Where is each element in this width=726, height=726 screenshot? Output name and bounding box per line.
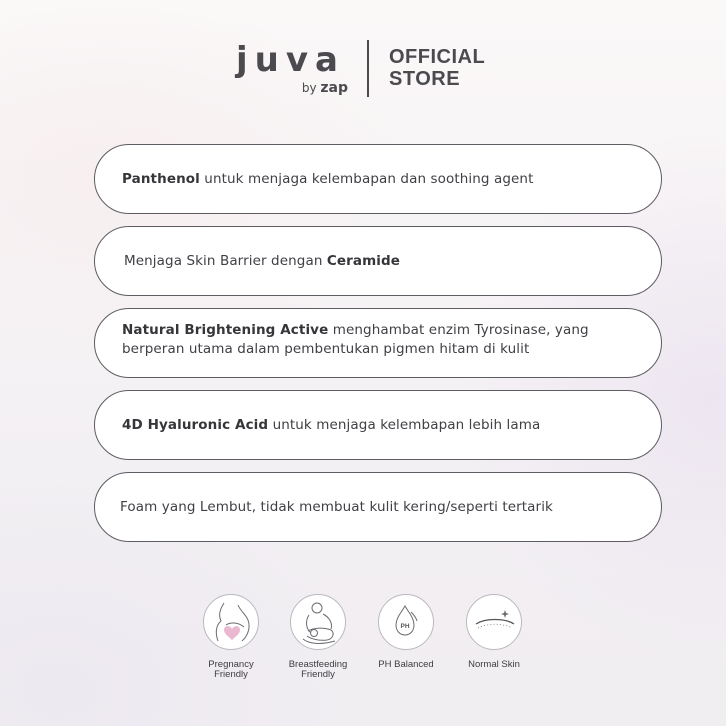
badge-circle	[290, 594, 346, 650]
feature-text	[122, 321, 621, 359]
badge-circle	[203, 594, 259, 650]
feature-highlight: Natural Brightening Active	[122, 322, 329, 338]
official-store-line2: STORE	[389, 68, 461, 90]
badge-label-line2: Friendly	[301, 669, 335, 680]
badge-label-line2: Friendly	[214, 669, 248, 680]
badge-circle	[378, 594, 434, 650]
feature-description: menghambat enzim Tyrosinase, yang berperan utama dalam pembentukan pigmen hitam di kulit	[122, 322, 589, 357]
feature-card-brightening	[94, 308, 662, 378]
feature-text	[120, 498, 553, 517]
ph-drop-icon	[379, 595, 435, 651]
header-divider	[367, 40, 369, 97]
badge-label	[273, 660, 363, 680]
feature-text	[124, 252, 400, 271]
brand-parent: zap	[320, 80, 348, 96]
feature-text	[122, 416, 540, 435]
official-store-line1: OFFICIAL	[389, 46, 486, 68]
badge-breastfeeding	[273, 590, 363, 680]
feature-card-hyaluronic	[94, 390, 662, 460]
feature-highlight: Ceramide	[326, 252, 401, 269]
header	[0, 0, 726, 110]
official-store-label	[389, 46, 485, 90]
feature-card-foam	[94, 472, 662, 542]
feature-description: Foam yang Lembut, tidak membuat kulit kering/seperti tertarik	[120, 498, 553, 515]
brand-byline	[302, 81, 348, 95]
skin-layer-icon	[467, 595, 523, 651]
badge-label-line1: PH Balanced	[378, 659, 434, 670]
brand-name: juva	[236, 40, 345, 80]
badge-label-line1: Normal Skin	[468, 659, 520, 670]
badge-label	[361, 660, 451, 670]
badge-label-line1: Breastfeeding	[288, 659, 348, 670]
brand-by: by	[301, 81, 317, 95]
badge-label	[449, 660, 539, 670]
feature-card-ceramide	[94, 226, 662, 296]
badge-pregnancy	[186, 590, 276, 680]
feature-description: untuk menjaga kelembapan dan soothing agent	[199, 170, 534, 187]
feature-highlight: Panthenol	[122, 170, 200, 187]
badge-row	[0, 590, 726, 700]
feature-highlight: 4D Hyaluronic Acid	[122, 416, 269, 433]
feature-card-panthenol	[94, 144, 662, 214]
badge-normal-skin	[449, 590, 539, 670]
feature-description: Menjaga Skin Barrier dengan	[124, 252, 327, 269]
badge-circle	[466, 594, 522, 650]
brand-logo[interactable]	[236, 40, 348, 100]
ph-icon-text: PH	[400, 623, 410, 630]
pregnancy-icon	[204, 595, 260, 651]
badge-ph-balanced	[361, 590, 451, 670]
breastfeeding-icon	[291, 595, 347, 651]
badge-label-line1: Pregnancy	[208, 659, 254, 670]
badge-label	[186, 660, 276, 680]
feature-text	[122, 170, 533, 189]
feature-description: untuk menjaga kelembapan lebih lama	[268, 416, 541, 433]
